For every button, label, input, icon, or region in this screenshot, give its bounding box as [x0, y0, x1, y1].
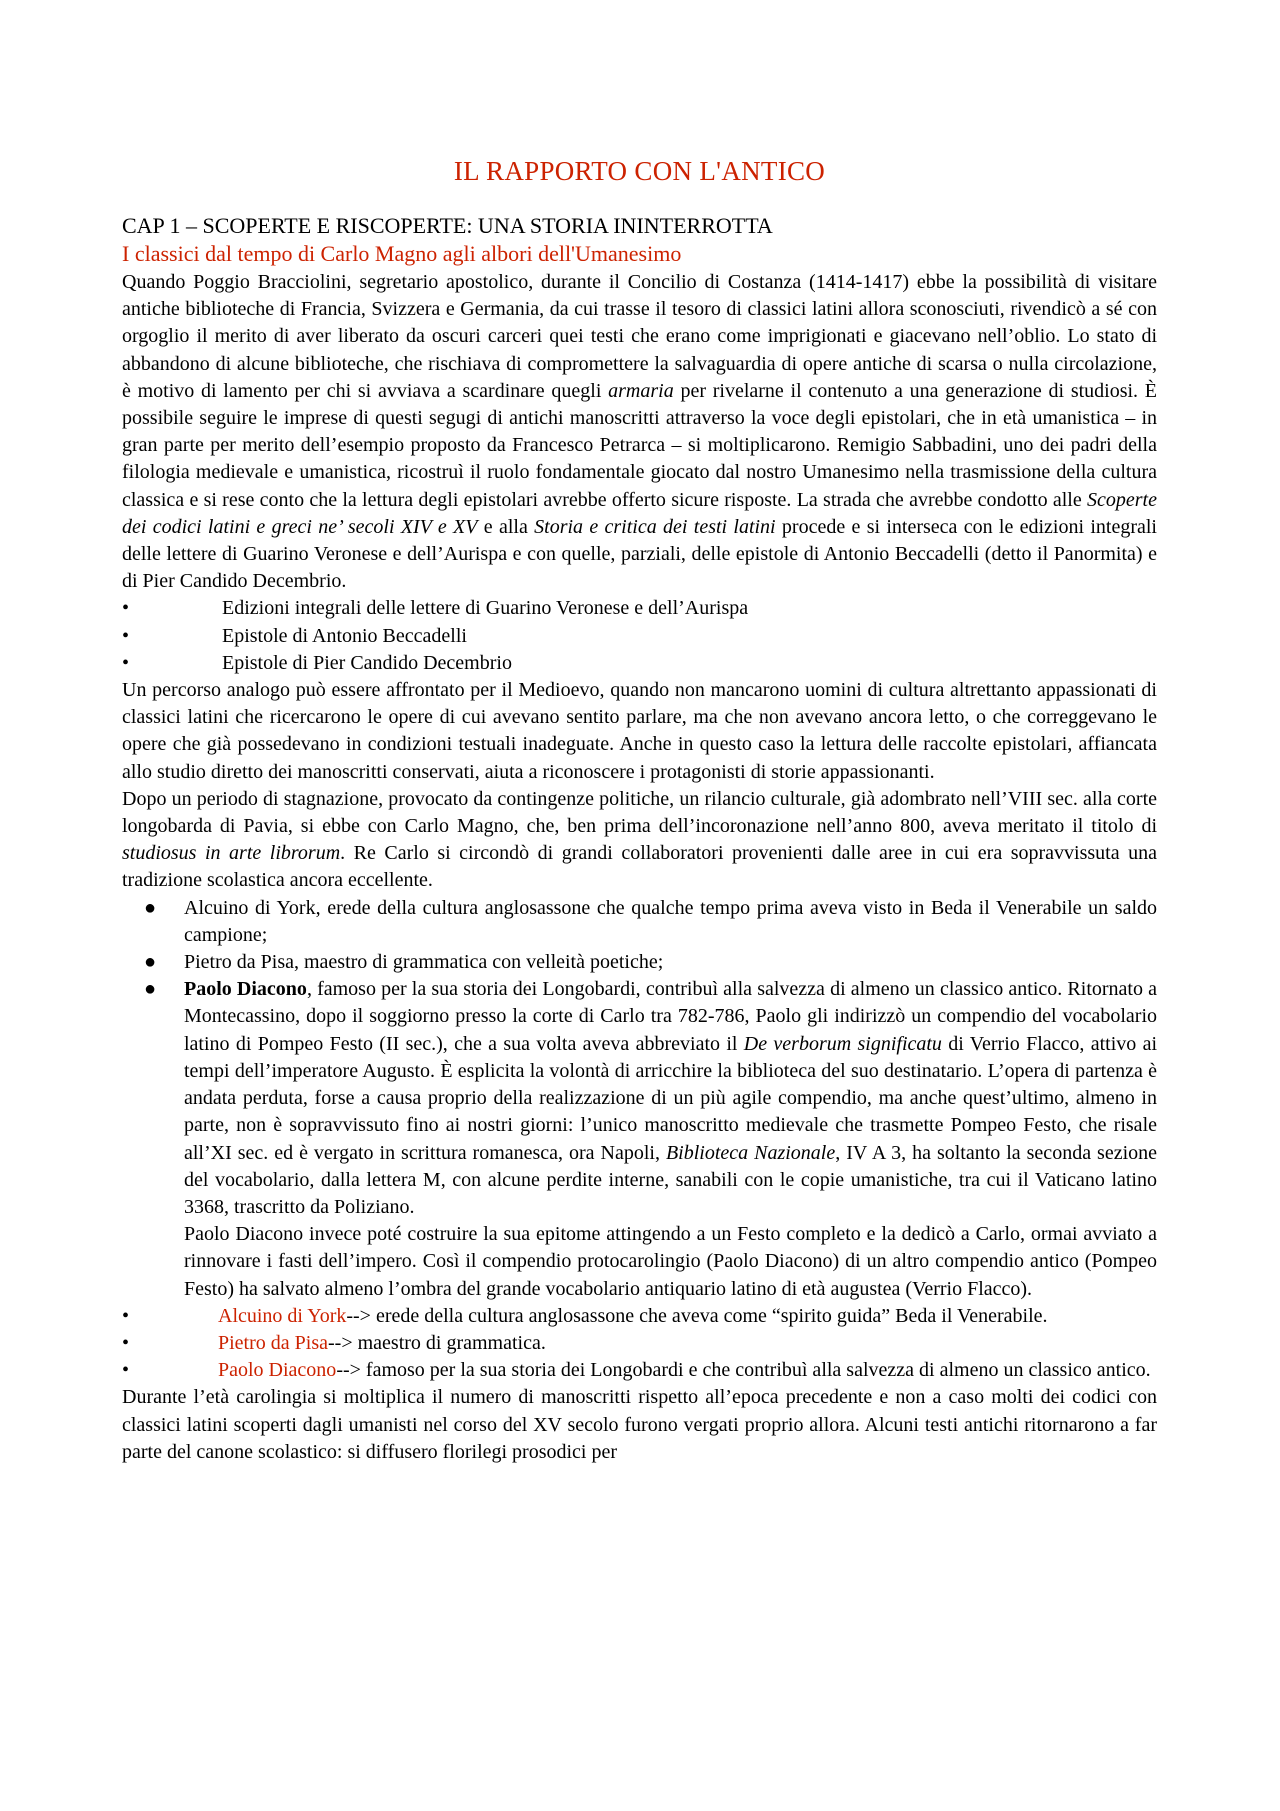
para1-text-c: e alla	[477, 515, 535, 538]
para1-text-b: per rivelarne il contenuto a una generazione di studiosi. È possibile seguire le imprese di questi segugi di antichi manoscritti attraverso la voce degli epistolari, che in età umanistica – in gran parte per merito dell’esempio proposto da Francesco Petrarca – si moltiplicarono. Remigio Sabbadini, uno dei padri della filologia medievale e umanistica, ricostruì il ruolo fondamentale giocato dal nostro Umanesimo nella trasmissione della cultura classica e si rese conto che la lettura degli epistolari avrebbe offerto sicure risposte. La strada che avrebbe condotto alle	[122, 379, 1158, 511]
bullet-icon: •	[122, 624, 130, 647]
item3-text-b: di Verrio Flacco, attivo ai tempi dell’imperatore Augusto. È esplicita la volontà di arricchire la biblioteca del suo destinatario. L’opera di partenza è andata perduta, forse a causa proprio della realizzazione di un più agile compendio, ma anche quest’ultimo, almeno in parte, non è sopravvissuto fino ai nostri giorni: l’unico manoscritto medievale che trasmette Pompeo Festo, che risale all’XI sec. ed è vergato in scrittura romanesca, ora Napoli,	[184, 1032, 1158, 1164]
list-item-text: Epistole di Pier Candido Decembrio	[222, 651, 512, 674]
list-summary	[122, 1303, 1157, 1385]
list-item	[122, 895, 1157, 949]
paolo-diacono-bold: Paolo Diacono	[184, 978, 307, 1001]
list-item-text: Pietro da Pisa, maestro di grammatica con velleità poetiche;	[184, 951, 664, 974]
para1-italic-armaria: armaria	[608, 379, 674, 402]
list-item-text: Edizioni integrali delle lettere di Guarino Veronese e dell’Aurispa	[222, 597, 749, 620]
list-collaborators	[122, 895, 1157, 1221]
list-item-continuation: Paolo Diacono invece poté costruire la sua epitome attingendo a un Festo completo e la dedicò a Carlo, ormai avviato a rinnovare i fasti dell’impero. Così il compendio protocarolingio (Paolo Diacono) di un altro compendio antico (Pompeo Festo) ha salvato almeno l’ombra del grande vocabolario antiquario latino di età augustea (Verrio Flacco).	[184, 1223, 1157, 1300]
list-item-text: Epistole di Antonio Beccadelli	[222, 624, 467, 647]
document-title: IL RAPPORTO CON L'ANTICO	[453, 156, 826, 186]
item3-italic-biblioteca: Biblioteca Nazionale	[665, 1141, 836, 1164]
summary-text: --> erede della cultura anglosassone che aveva come “spirito guida” Beda il Venerabile.	[346, 1304, 1048, 1327]
para3-text-a: Dopo un periodo di stagnazione, provocato da contingenze politiche, un rilancio culturale, già adombrato nell’VIII sec. alla corte longobarda di Pavia, si ebbe con Carlo Magno, che, ben prima dell’incoronazione nell’anno 800, aveva meritato il titolo di	[122, 787, 1157, 838]
list-item-text: Alcuino di York, erede della cultura anglosassone che qualche tempo prima aveva visto in Beda il Venerabile un saldo campione;	[184, 896, 1157, 946]
chapter-heading: CAP 1 – SCOPERTE E RISCOPERTE: UNA STORIA ININTERROTTA	[122, 213, 773, 238]
list-item	[122, 1330, 1157, 1357]
list-item	[122, 623, 1157, 650]
item3-text-a: , famoso per la sua storia dei Longobardi, contribuì alla salvezza di almeno un classico antico. Ritornato a Montecassino, dopo il soggiorno presso la corte di Carlo tra 782-786, Paolo gli indirizzò un compendio del vocabolario latino di Pompeo Festo (II sec.), che a sua volta aveva abbreviato il	[184, 978, 1158, 1055]
para3-italic-studiosus: studiosus in arte librorum	[122, 842, 341, 865]
list-item	[122, 595, 1157, 622]
para1-italic-storia: Storia e critica dei testi latini	[534, 515, 776, 538]
paragraph-3	[122, 786, 1157, 895]
item3-text-c: , IV A 3, ha soltanto la seconda sezione del vocabolario, dalla lettera M, con alcune perdite interne, sanabili con le copie umanistiche, tra cui il Vaticano latino 3368, trascritto da Poliziano.	[184, 1141, 1158, 1218]
bullet-icon: ●	[144, 978, 157, 1001]
bullet-icon: •	[122, 1331, 130, 1354]
bullet-icon: ●	[144, 896, 157, 919]
para3-text-b: . Re Carlo si circondò di grandi collaboratori provenienti dalle aree in cui era sopravvissuta una tradizione scolastica ancora eccellente.	[122, 842, 1157, 892]
list-item	[122, 1303, 1157, 1330]
list-item	[122, 650, 1157, 677]
summary-text: --> maestro di grammatica.	[328, 1331, 546, 1354]
bullet-icon: •	[122, 1304, 130, 1327]
bullet-icon: ●	[144, 951, 157, 974]
summary-name: Pietro da Pisa	[218, 1331, 328, 1354]
bullet-icon: •	[122, 1359, 130, 1382]
list-item	[122, 949, 1157, 976]
list-editions	[122, 595, 1157, 677]
paragraph-2: Un percorso analogo può essere affrontato per il Medioevo, quando non mancarono uomini di cultura altrettanto appassionati di classici latini che ricercarono le opere di cui avevano sentito parlare, ma che non avevano ancora letto, o che correggevano le opere che già possedevano in condizioni testuali inadeguate. Anche in questo caso la lettura delle raccolte epistolari, affiancata allo studio diretto dei manoscritti conservati, aiuta a riconoscere i protagonisti di storie appassionanti.	[122, 679, 1157, 783]
bullet-icon: •	[122, 597, 130, 620]
paragraph-1	[122, 269, 1157, 595]
summary-name: Alcuino di York	[218, 1304, 347, 1327]
summary-text: --> famoso per la sua storia dei Longobardi e che contribuì alla salvezza di almeno un classico antico.	[336, 1359, 1151, 1382]
bullet-icon: •	[122, 651, 130, 674]
paragraph-4: Durante l’età carolingia si moltiplica il numero di manoscritti rispetto all’epoca precedente e non a caso molti dei codici con classici latini scoperti dagli umanisti nel corso del XV secolo furono vergati proprio allora. Alcuni testi antichi ritornarono a far parte del canone scolastico: si diffusero florilegi prosodici per	[122, 1386, 1157, 1463]
list-item	[122, 976, 1157, 1221]
item3-italic-de-verborum: De verborum significatu	[743, 1032, 942, 1055]
para1-text-d: procede e si interseca con le edizioni integrali delle lettere di Guarino Veronese e dell’Aurispa e con quelle, parziali, delle epistole di Antonio Beccadelli (detto il Panormita) e di Pier Candido Decembrio.	[122, 515, 1157, 593]
section-subtitle: I classici dal tempo di Carlo Magno agli albori dell'Umanesimo	[122, 241, 682, 266]
document-page	[122, 150, 1157, 1466]
para1-text-a: Quando Poggio Bracciolini, segretario apostolico, durante il Concilio di Costanza (1414-1417) ebbe la possibilità di visitare antiche biblioteche di Francia, Svizzera e Germania, da cui trasse il tesoro di classici latini allora sconosciuti, rivendicò a sé con orgoglio il merito di aver liberato da oscuri carceri quei testi che erano come imprigionati e giacevano nell’oblio. Lo stato di abbandono di alcune biblioteche, che rischiava di compromettere la salvaguardia di opere antiche di scarsa o nulla circolazione, è motivo di lamento per chi si avviava a scardinare quegli	[122, 271, 1157, 402]
summary-name: Paolo Diacono	[218, 1359, 337, 1382]
para1-italic-scoperte: Scoperte dei codici latini e greci ne’ secoli XIV e XV	[122, 488, 1157, 538]
list-item	[122, 1357, 1157, 1384]
